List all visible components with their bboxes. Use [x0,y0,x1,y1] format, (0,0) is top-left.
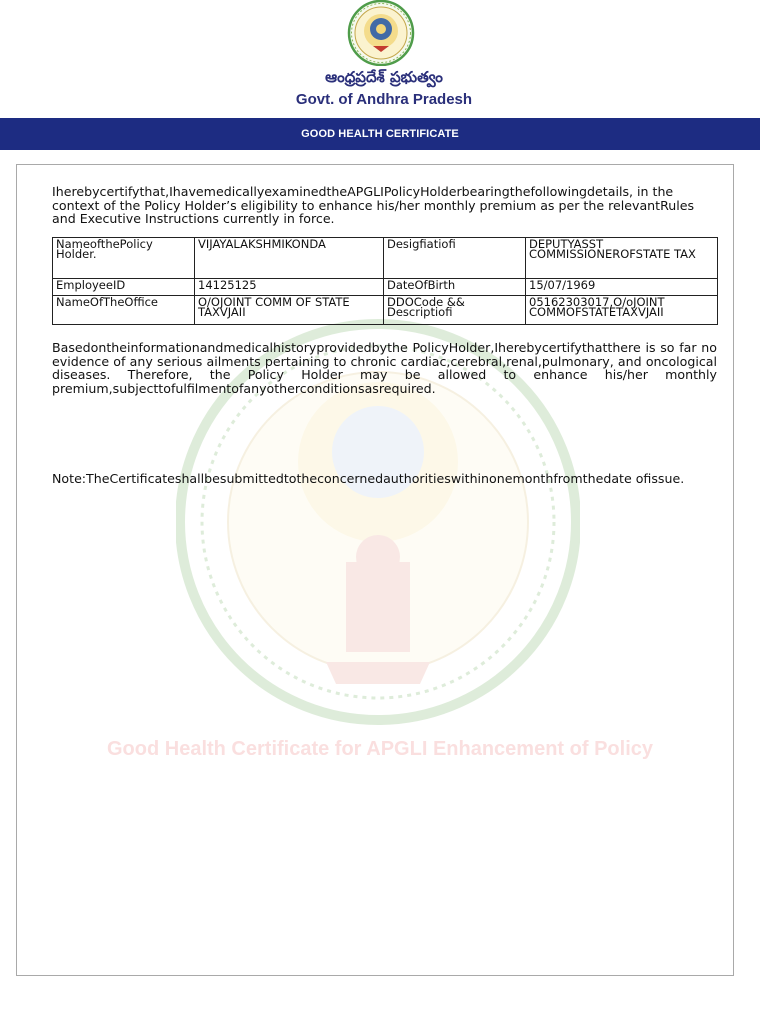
certificate-banner-title: GOOD HEALTH CERTIFICATE [301,128,459,140]
ddo-code-label: DDOCode && Descriptiofi [384,296,526,325]
designation-value: DEPUTYASST COMMISSIONEROFSTATE TAX [526,238,718,279]
certificate-banner [0,118,760,150]
employee-id-value: 14125125 [195,279,384,296]
watermark-caption: Good Health Certificate for APGLI Enhancement of Policy [106,738,653,760]
office-name-label: NameOfTheOffice [53,296,195,325]
date-of-birth-value: 15/07/1969 [526,279,718,296]
certification-intro-text: Iherebycertifythat,IhavemedicallyexaminedtheAPGLIPolicyHolderbearingthefollowingdetails, in the context of the Policy Holder’s eligibility to enhance his/her monthly premium as per the relevantRules and Executive Instructions currently in force. [52,184,695,226]
telugu-government-title: ఆంధ్రప్రదేశ్ ప్రభుత్వం [325,68,443,86]
medical-assessment-text: Basedontheinformationandmedicalhistoryprovidedbythe PolicyHolder,Iherebycertifythatthere is so far no evidence of any serious ailments pertaining to chronic cardiac,cerebral,renal,pulmonary, and oncological diseases. Therefore, the Policy Holder may be allowed to enhance his/her monthly premium,subjecttofulfilmentofanyotherconditionsasrequired. [52,340,717,396]
government-title: Govt. of Andhra Pradesh [295,91,473,108]
andhra-pradesh-emblem-icon [346,0,416,66]
policy-holder-details-table [52,237,718,325]
submission-note-text: Note:TheCertificateshallbesubmittedtotheconcernedauthoritieswithinonemonthfromthedate ofissue. [52,471,685,486]
policy-holder-name-label: NameofthePolicy Holder. [53,238,195,279]
policy-holder-name-value: VIJAYALAKSHMIKONDA [195,238,384,279]
table-row [53,296,718,325]
designation-label: Desigfiatiofi [384,238,526,279]
ddo-code-value: 05162303017,O/oJOINT COMMOFSTATETAXVJAII [526,296,718,325]
table-row [53,279,718,296]
table-row [53,238,718,279]
date-of-birth-label: DateOfBirth [384,279,526,296]
office-name-value: O/OJOINT COMM OF STATE TAXVJAII [195,296,384,325]
employee-id-label: EmployeeID [53,279,195,296]
